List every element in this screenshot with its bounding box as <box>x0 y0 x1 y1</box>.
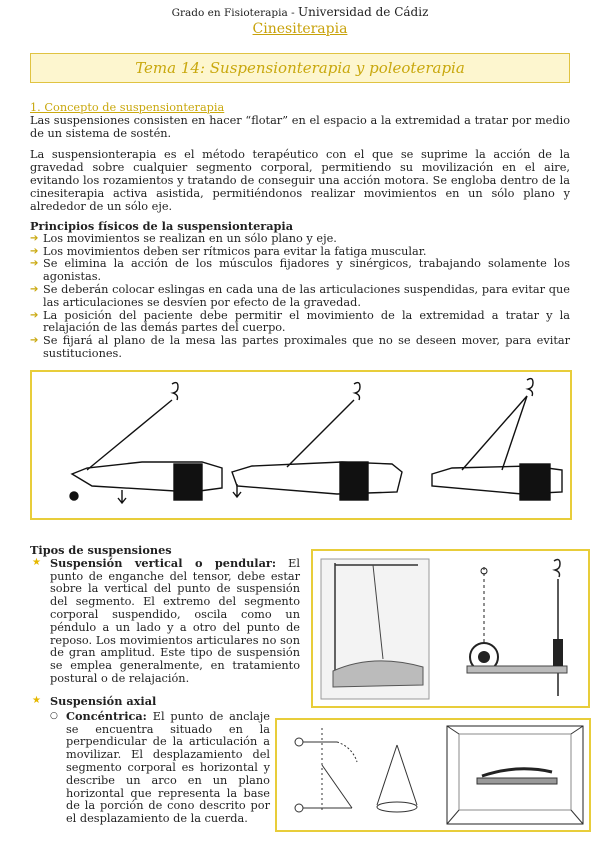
vertical-suspension-item <box>30 557 300 686</box>
principles-list <box>30 233 570 361</box>
arrow-icon: ➔ <box>30 245 39 257</box>
subject-title: Cinesiterapia <box>252 21 348 37</box>
section-principles <box>30 220 570 361</box>
arrow-icon: ➔ <box>30 309 39 321</box>
university-name: Universidad de Cádiz <box>297 5 429 19</box>
list-item: ➔ Se elimina la acción de los músculos fijadores y sinérgicos, trabajando solamente los agonistas. <box>30 257 570 284</box>
concentric-text: El punto de anclaje se encuentra situado en la perpendicular de la articulación a movilizar. El desplazamiento del segmento corporal es horizontal y describe un arco en un plano horizontal que representa la base de la porción de cono descrito por el desplazamiento de la cuerda. <box>66 709 270 826</box>
principles-title: Principios físicos de la suspensionterapia <box>30 219 294 233</box>
concentric-item <box>30 710 270 826</box>
section1-paragraph-1: Las suspensiones consisten en hacer “flotar” en el espacio a la extremidad a tratar por medio de un sistema de sostén. <box>30 113 570 140</box>
section1-title: 1. Concepto de suspensionterapia <box>30 101 225 114</box>
arrow-icon: ➔ <box>30 283 39 295</box>
axial-suspension-label: Suspensión axial <box>50 694 157 708</box>
course-name: Grado en Fisioterapia <box>171 7 288 19</box>
list-item: ➔ Se fijará al plano de la mesa las partes proximales que no se deseen mover, para evitar sustituciones. <box>30 334 570 360</box>
list-item: ➔ Los movimientos se realizan en un sólo plano y eje. <box>30 231 337 245</box>
limb-suspension-illustration <box>32 372 570 518</box>
list-item: ➔ Los movimientos deben ser rítmicos para evitar la fatiga muscular. <box>30 244 427 258</box>
section-types <box>30 544 300 686</box>
suspension-figure-strip <box>30 370 572 520</box>
circle-bullet-icon: ○ <box>50 710 58 721</box>
axial-suspension-figure <box>275 718 591 832</box>
header-separator: - <box>291 7 295 19</box>
concentric-label: Concéntrica: <box>66 708 147 723</box>
vertical-suspension-label: Suspensión vertical o pendular: <box>50 555 277 570</box>
arrow-icon: ➔ <box>30 232 39 244</box>
vertical-suspension-figure <box>311 549 590 708</box>
section-concept <box>30 102 570 213</box>
topic-title: Tema 14: Suspensionterapia y poleoterapia <box>135 59 465 77</box>
types-title: Tipos de suspensiones <box>30 543 172 557</box>
axial-suspension-illustration <box>277 720 589 830</box>
arrow-icon: ➔ <box>30 258 39 270</box>
vertical-suspension-text: El punto de enganche del tensor, debe estar sobre la vertical del punto de suspensión del segmento. El extremo del segmento corporal suspendido, oscila como un péndulo a un lado y a otro del punto de reposo. Los movimientos articulares no son de gran amplitud. Este tipo de suspensión se emplea generalmente, en tratamiento postural o de relajación. <box>50 556 300 685</box>
axial-suspension-item <box>30 695 270 709</box>
section-axial <box>30 695 270 826</box>
arrow-icon: ➔ <box>30 335 39 347</box>
section1-paragraph-2: La suspensionterapia es el método terapéutico con el que se suprime la acción de la gravedad sobre cualquier segmento corporal, permitiendo su movilización en el aire, evitando los rozamientos y tratando de conseguir una acción motora. Se engloba dentro de la cinesiterapia activa asistida, permitiéndonos realizar movimientos en un sólo plano y alrededor de un sólo eje. <box>30 148 570 213</box>
list-item: ➔ Se deberán colocar eslingas en cada una de las articulaciones suspendidas, para evitar que las articulaciones se desvíen por efecto de la gravedad. <box>30 282 570 309</box>
list-item: ➔ La posición del paciente debe permitir el movimiento de la extremidad a tratar y la relajación de las demás partes del cuerpo. <box>30 308 570 335</box>
star-bullet-icon: ★ <box>32 556 41 568</box>
page-header <box>0 6 600 20</box>
vertical-suspension-illustration <box>313 551 588 706</box>
star-bullet-icon: ★ <box>32 695 41 706</box>
topic-banner <box>30 53 570 83</box>
